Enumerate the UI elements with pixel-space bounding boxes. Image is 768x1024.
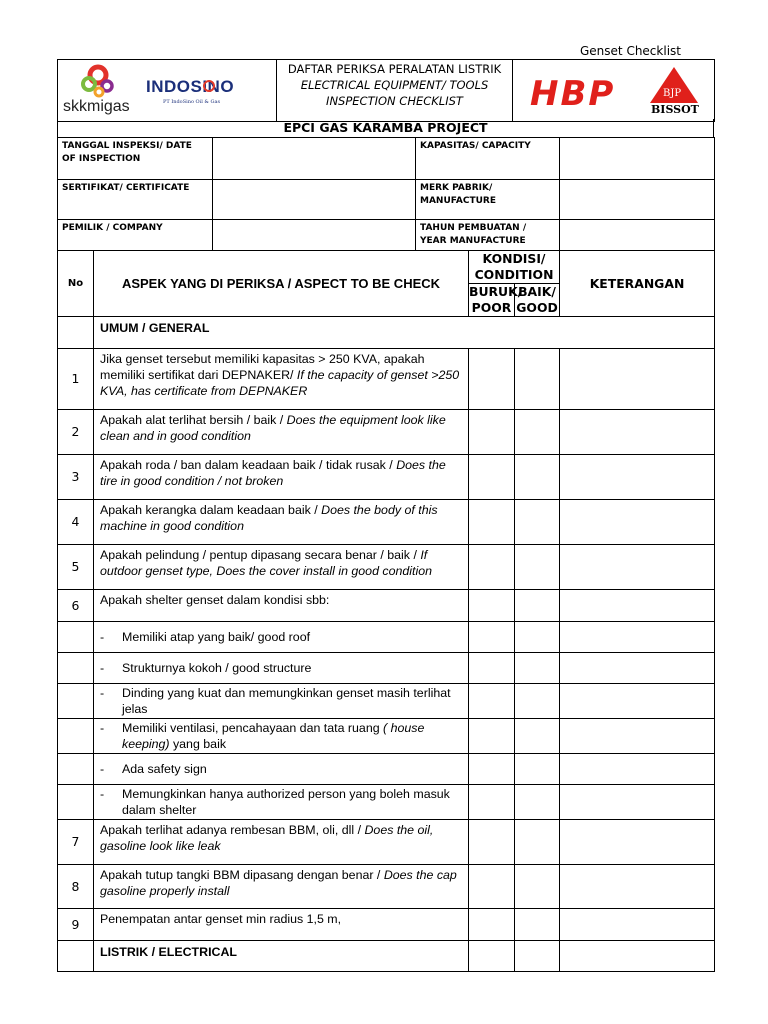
table-row [58,754,715,785]
sub-item-aspect: - Dinding yang kuat dan memungkinkan genset masih terlihat jelas [94,684,469,719]
table-row [58,500,715,545]
good-checkbox[interactable] [515,653,560,684]
remarks-cell[interactable] [560,909,715,941]
item-aspect: Apakah roda / ban dalam keadaan baik / tidak rusak / Does the tire in good condition / not broken [94,455,469,500]
sub-item-aspect: - Memungkinkan hanya authorized person yang boleh masuk dalam shelter [94,785,469,820]
checklist-table [57,250,715,972]
table-row [58,719,715,754]
remarks-cell[interactable] [560,719,715,754]
year-label: TAHUN PEMBUATAN / YEAR MANUFACTURE [416,220,560,251]
header-kondisi: KONDISI/ CONDITION [469,251,560,284]
table-row [58,455,715,500]
hbp-logo [528,72,628,112]
page-label: Genset Checklist [580,44,681,58]
good-checkbox[interactable] [515,410,560,455]
poor-checkbox[interactable] [469,653,515,684]
title-line-2: ELECTRICAL EQUIPMENT/ TOOLS [300,78,489,92]
poor-checkbox[interactable] [469,684,515,719]
certificate-field[interactable] [213,180,416,220]
poor-checkbox[interactable] [469,590,515,622]
poor-checkbox[interactable] [469,865,515,909]
remarks-cell[interactable] [560,622,715,653]
good-checkbox[interactable] [515,941,560,972]
sub-item-aspect: - Ada safety sign [94,754,469,785]
remarks-cell[interactable] [560,684,715,719]
manufacture-label: MERK PABRIK/ MANUFACTURE [416,180,560,220]
good-checkbox[interactable] [515,455,560,500]
poor-checkbox[interactable] [469,349,515,410]
item-aspect: Apakah tutup tangki BBM dipasang dengan benar / Does the cap gasoline properly install [94,865,469,909]
poor-checkbox[interactable] [469,545,515,590]
document-title [277,60,513,122]
manufacture-field[interactable] [560,180,715,220]
sub-item-aspect: - Strukturnya kokoh / good structure [94,653,469,684]
table-row [58,684,715,719]
remarks-cell[interactable] [560,865,715,909]
remarks-cell[interactable] [560,754,715,785]
poor-checkbox[interactable] [469,455,515,500]
header-keterangan: KETERANGAN [560,251,715,317]
table-row [58,785,715,820]
remarks-cell[interactable] [560,500,715,545]
good-checkbox[interactable] [515,500,560,545]
good-checkbox[interactable] [515,865,560,909]
title-line-1: DAFTAR PERIKSA PERALATAN LISTRIK [287,62,502,76]
header-baik: BAIK/ GOOD [516,284,558,315]
remarks-cell[interactable] [560,820,715,865]
poor-checkbox[interactable] [469,754,515,785]
header-buruk: BURUK/ POOR [469,284,523,315]
good-checkbox[interactable] [515,684,560,719]
certificate-label: SERTIFIKAT/ CERTIFICATE [58,180,213,220]
item-aspect: Apakah kerangka dalam keadaan baik / Does the body of this machine in good condition [94,500,469,545]
good-checkbox[interactable] [515,349,560,410]
remarks-cell[interactable] [560,590,715,622]
poor-checkbox[interactable] [469,941,515,972]
item-number: 2 [58,410,94,455]
sub-item-aspect: - Memiliki atap yang baik/ good roof [94,622,469,653]
item-aspect: Apakah pelindung / pentup dipasang secara benar / baik / If outdoor genset type, Does the cover install in good condition [94,545,469,590]
bjp-bissot-logo [648,65,700,115]
poor-checkbox[interactable] [469,820,515,865]
table-row [58,622,715,653]
table-row [58,865,715,909]
item-number: 8 [58,865,94,909]
header-aspect: ASPEK YANG DI PERIKSA / ASPECT TO BE CHECK [94,251,469,317]
item-number: 7 [58,820,94,865]
remarks-cell[interactable] [560,455,715,500]
poor-checkbox[interactable] [469,410,515,455]
table-row [58,410,715,455]
item-number: 1 [58,349,94,410]
year-field[interactable] [560,220,715,251]
poor-checkbox[interactable] [469,622,515,653]
item-number: 4 [58,500,94,545]
remarks-cell[interactable] [560,785,715,820]
good-checkbox[interactable] [515,590,560,622]
item-aspect: Apakah terlihat adanya rembesan BBM, oli, dll / Does the oil, gasoline look like leak [94,820,469,865]
title-line-3: INSPECTION CHECKLIST [326,94,463,108]
sub-item-aspect: - Memiliki ventilasi, pencahayaan dan tata ruang ( house keeping) yang baik [94,719,469,754]
item-number: 6 [58,590,94,622]
good-checkbox[interactable] [515,909,560,941]
good-checkbox[interactable] [515,719,560,754]
indosino-wordmark: INDOSINO [146,77,235,96]
table-row [58,349,715,410]
poor-checkbox[interactable] [469,719,515,754]
section-electrical: LISTRIK / ELECTRICAL [94,941,469,972]
indosino-subtext: PT IndoSino Oil & Gas [163,99,221,105]
section-general: UMUM / GENERAL [94,317,715,349]
indosino-logo [145,74,245,106]
poor-checkbox[interactable] [469,785,515,820]
item-number: 9 [58,909,94,941]
good-checkbox[interactable] [515,545,560,590]
good-checkbox[interactable] [515,820,560,865]
remarks-cell[interactable] [560,653,715,684]
bjp-text: BJP [663,88,682,99]
item-aspect: Apakah shelter genset dalam kondisi sbb: [94,590,469,622]
item-aspect: Penempatan antar genset min radius 1,5 m, [94,909,469,941]
remarks-cell[interactable] [560,545,715,590]
good-checkbox[interactable] [515,622,560,653]
date-field[interactable] [213,138,416,180]
section-row [58,941,715,972]
skkmigas-wordmark: skkmigas [63,98,130,115]
date-label: TANGGAL INSPEKSI/ DATE OF INSPECTION [58,138,213,180]
remarks-cell[interactable] [560,941,715,972]
good-checkbox[interactable] [515,785,560,820]
poor-checkbox[interactable] [469,909,515,941]
header-no: No [58,251,94,317]
remarks-cell[interactable] [560,410,715,455]
item-number: 3 [58,455,94,500]
table-row [58,909,715,941]
good-checkbox[interactable] [515,754,560,785]
table-row [58,653,715,684]
remarks-cell[interactable] [560,349,715,410]
table-row [58,820,715,865]
section-row [58,317,715,349]
company-field[interactable] [213,220,416,251]
project-title: EPCI GAS KARAMBA PROJECT [57,119,714,137]
info-table [57,137,715,251]
poor-checkbox[interactable] [469,500,515,545]
item-aspect: Jika genset tersebut memiliki kapasitas > 250 KVA, apakah memiliki sertifikat dari DEPNAKER/ If the capacity of genset >250 KVA, has certificate from DEPNAKER [94,349,469,410]
item-aspect: Apakah alat terlihat bersih / baik / Does the equipment look like clean and in good condition [94,410,469,455]
table-row [58,590,715,622]
table-row [58,545,715,590]
capacity-field[interactable] [560,138,715,180]
capacity-label: KAPASITAS/ CAPACITY [416,138,560,180]
bissot-text: BISSOT [651,103,699,115]
hbp-wordmark: HBP [530,74,616,112]
skkmigas-logo [62,62,144,116]
company-label: PEMILIK / COMPANY [58,220,213,251]
item-number: 5 [58,545,94,590]
